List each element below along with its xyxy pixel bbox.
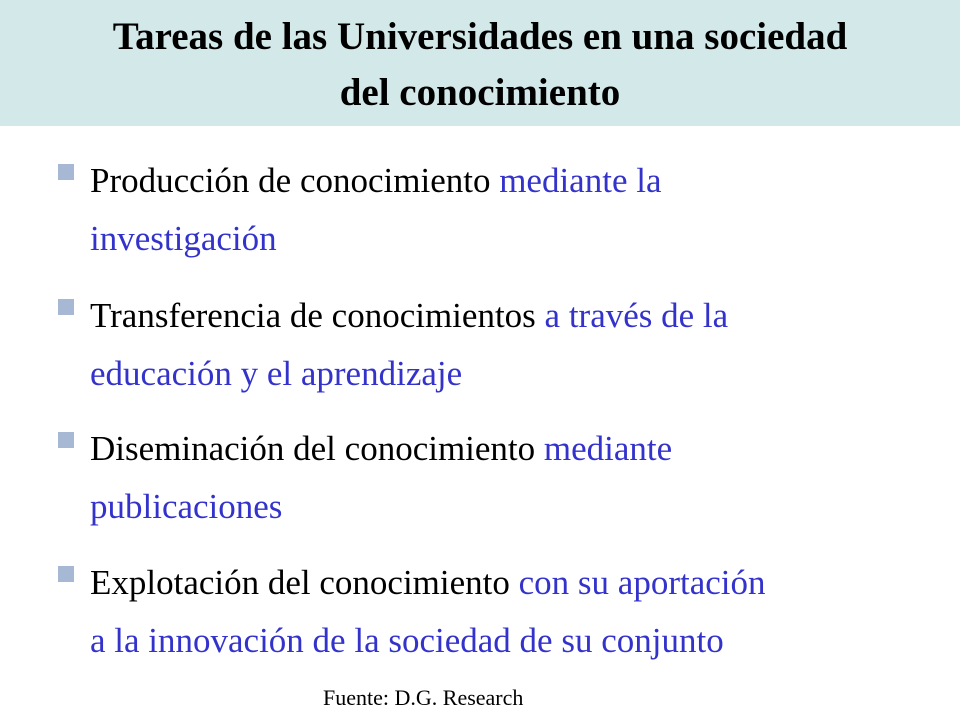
bullet-line-1 — [90, 152, 930, 210]
slide-title — [0, 9, 960, 121]
bullet-highlight-text-continued: publicaciones — [90, 487, 283, 526]
square-bullet-icon — [58, 164, 74, 180]
bullet-text — [90, 152, 930, 268]
title-line-1: Tareas de las Universidades en una sociedad — [112, 15, 848, 58]
bullet-line-2 — [90, 210, 930, 268]
bullet-main-text: Explotación del conocimiento — [90, 563, 510, 602]
bullet-text — [90, 554, 930, 670]
bullet-main-text: Transferencia de conocimientos — [90, 296, 536, 335]
square-bullet-icon — [58, 432, 74, 448]
bullet-line-2 — [90, 345, 930, 403]
bullet-highlight-text: con su aportación — [518, 563, 766, 602]
square-bullet-icon — [58, 299, 74, 315]
bullet-highlight-text: mediante — [543, 429, 673, 468]
title-line-2: del conocimiento — [339, 71, 621, 114]
bullet-highlight-text-continued: a la innovación de la sociedad de su conjunto — [90, 621, 724, 660]
bullet-text — [90, 287, 930, 403]
title-bar — [0, 0, 960, 126]
bullet-highlight-text-continued: investigación — [90, 219, 277, 258]
bullet-highlight-text: mediante la — [499, 161, 662, 200]
bullet-line-1 — [90, 554, 930, 612]
bullet-line-2 — [90, 478, 930, 536]
bullet-highlight-text: a través de la — [544, 296, 729, 335]
square-bullet-icon — [58, 566, 74, 582]
bullet-highlight-text-continued: educación y el aprendizaje — [90, 354, 463, 393]
bullet-text — [90, 420, 930, 536]
bullet-line-1 — [90, 420, 930, 478]
bullet-main-text: Producción de conocimiento — [90, 161, 491, 200]
source-note: Fuente: D.G. Research — [323, 685, 524, 710]
bullet-line-2 — [90, 612, 930, 670]
bullet-line-1 — [90, 287, 930, 345]
bullet-main-text: Diseminación del conocimiento — [90, 429, 536, 468]
